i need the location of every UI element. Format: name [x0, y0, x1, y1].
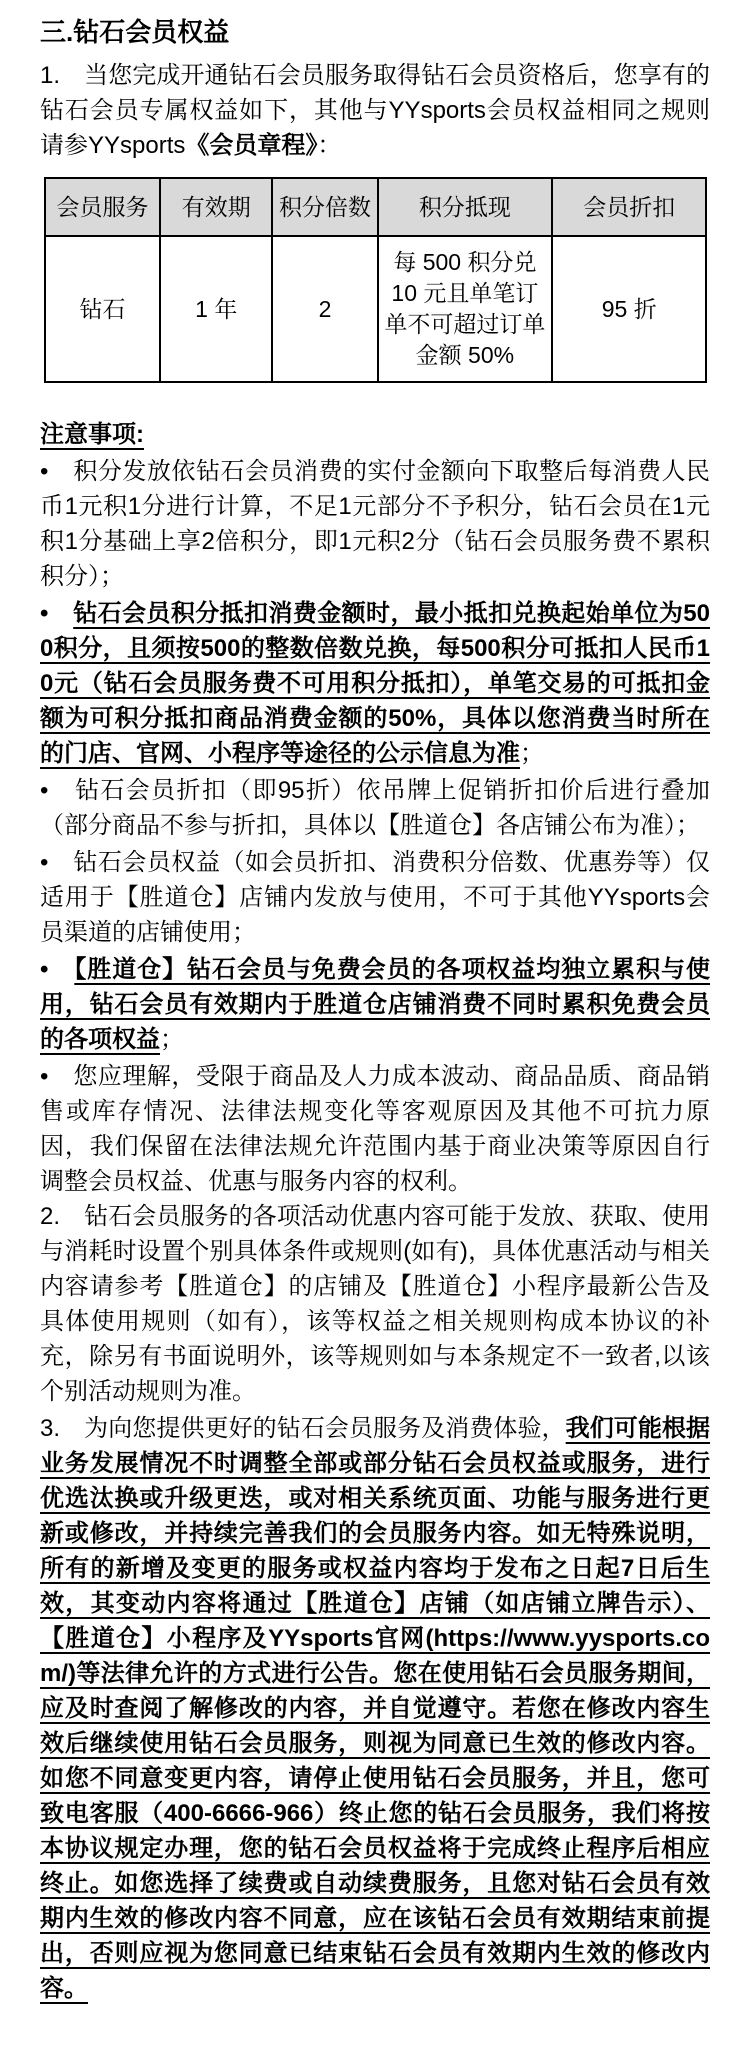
paragraph-2 — [40, 1199, 710, 1409]
note-item — [40, 845, 710, 950]
notes-list — [40, 454, 710, 1199]
text-segment: ； — [520, 740, 544, 767]
note-item — [40, 1059, 710, 1199]
table-header-cell: 会员服务 — [45, 178, 160, 236]
table-cell: 1 年 — [160, 236, 272, 382]
table-row — [45, 236, 706, 382]
bullet-marker: • — [40, 1063, 74, 1090]
text-segment: 钻石会员折扣（即95折）依吊牌上促销折扣价后进行叠加（部分商品不参与折扣，具体以【胜道仓】各店铺公布为准）； — [40, 777, 710, 839]
table-header-cell: 会员折扣 — [552, 178, 706, 236]
text-segment: ： — [317, 132, 342, 159]
table-header-cell: 有效期 — [160, 178, 272, 236]
section-heading: 三.钻石会员权益 — [40, 17, 230, 47]
bullet-marker: • — [40, 777, 76, 804]
table-cell: 钻石 — [45, 236, 160, 382]
note-item — [40, 773, 710, 843]
bullet-marker: • — [40, 458, 74, 485]
note-item — [40, 454, 710, 594]
text-segment: 3. 为向您提供更好的钻石会员服务及消费体验， — [40, 1415, 566, 1442]
table-cell: 95 折 — [552, 236, 706, 382]
intro-paragraph — [40, 58, 710, 163]
text-segment: 《会员章程》 — [185, 132, 318, 159]
text-segment: 【胜道仓】钻石会员与免费会员的各项权益均独立累积与使用，钻石会员有效期内于胜道仓店铺消费不同时累积免费会员的各项权益 — [40, 956, 711, 1053]
text-segment: ； — [160, 1026, 184, 1053]
notes-title-text: 注意事项: — [40, 421, 144, 448]
notes-title — [40, 417, 710, 452]
table-header-cell: 积分倍数 — [272, 178, 377, 236]
table-cell: 每 500 积分兑 10 元且单笔订单不可超过订单金额 50% — [378, 236, 553, 382]
text-segment: 您应理解，受限于商品及人力成本波动、商品品质、商品销售或库存情况、法律法规变化等客观原因及其他不可抗力原因，我们保留在法律法规允许范围内基于商业决策等原因自行调整会员权益、优惠与服务内容的权利。 — [40, 1063, 711, 1195]
table-header-row — [45, 178, 706, 236]
membership-benefits-table — [44, 177, 707, 383]
bullet-marker: • — [40, 956, 75, 983]
text-segment: 积分发放依钻石会员消费的实付金额向下取整后每消费人民币1元积1分进行计算，不足1元部分不予积分，钻石会员在1元积1分基础上享2倍积分，即1元积2分（钻石会员服务费不累积积分）； — [40, 458, 711, 590]
text-segment: 我们可能根据业务发展情况不时调整全部或部分钻石会员权益或服务，进行优选汰换或升级更迭，或对相关系统页面、功能与服务进行更新或修改，并持续完善我们的会员服务内容。如无特殊说明，所有的新增及变更的服务或权益内容均于发布之日起7日后生效，其变动内容将通过【胜道仓】店铺（如店铺立牌告示）、【胜道仓】小程序及YYsports官网(https://www.yysports.com/)等法律允许的方式进行公告。您在使用钻石会员服务期间，应及时查阅了解修改的内容，并自觉遵守。若您在修改内容生效后继续使用钻石会员服务，则视为同意已生效的修改内容。如您不同意变更内容，请停止使用钻石会员服务，并且，您可致电客服（400-6666-966）终止您的钻石会员服务，我们将按本协议规定办理，您的钻石会员权益将于完成终止程序后相应终止。如您选择了续费或自动续费服务，且您对钻石会员有效期内生效的修改内容不同意，应在该钻石会员有效期结束前提出，否则应视为您同意已结束钻石会员有效期内生效的修改内容。 — [40, 1415, 711, 2002]
table-cell: 2 — [272, 236, 377, 382]
text-segment: 2. 钻石会员服务的各项活动优惠内容可能于发放、获取、使用与消耗时设置个别具体条件或规则(如有)，具体优惠活动与相关内容请参考【胜道仓】的店铺及【胜道仓】小程序最新公告及具体使用规则（如有），该等权益之相关规则构成本协议的补充，除另有书面说明外，该等规则如与本条规定不一致者,以该个别活动规则为准。 — [40, 1203, 710, 1405]
text-segment: 钻石会员权益（如会员折扣、消费积分倍数、优惠券等）仅适用于【胜道仓】店铺内发放与使用，不可于其他YYsports会员渠道的店铺使用； — [40, 849, 711, 946]
bullet-marker: • — [40, 849, 74, 876]
table-header-cell: 积分抵现 — [378, 178, 553, 236]
text-segment: 1. 当您完成开通钻石会员服务取得钻石会员资格后，您享有的钻石会员专属权益如下，其他与YYsports会员权益相同之规则请参YYsports — [40, 62, 710, 159]
paragraph-3 — [40, 1411, 710, 2006]
bullet-marker: • — [40, 600, 74, 627]
note-item — [40, 952, 710, 1057]
text-segment: 钻石会员积分抵扣消费金额时，最小抵扣兑换起始单位为500积分，且须按500的整数倍数兑换，每500积分可抵扣人民币10元（钻石会员服务费不可用积分抵扣），单笔交易的可抵扣金额为可积分抵扣商品消费金额的50%，具体以您消费当时所在的门店、官网、小程序等途径的公示信息为准 — [40, 600, 710, 767]
table-body — [45, 236, 706, 382]
note-item — [40, 596, 710, 771]
